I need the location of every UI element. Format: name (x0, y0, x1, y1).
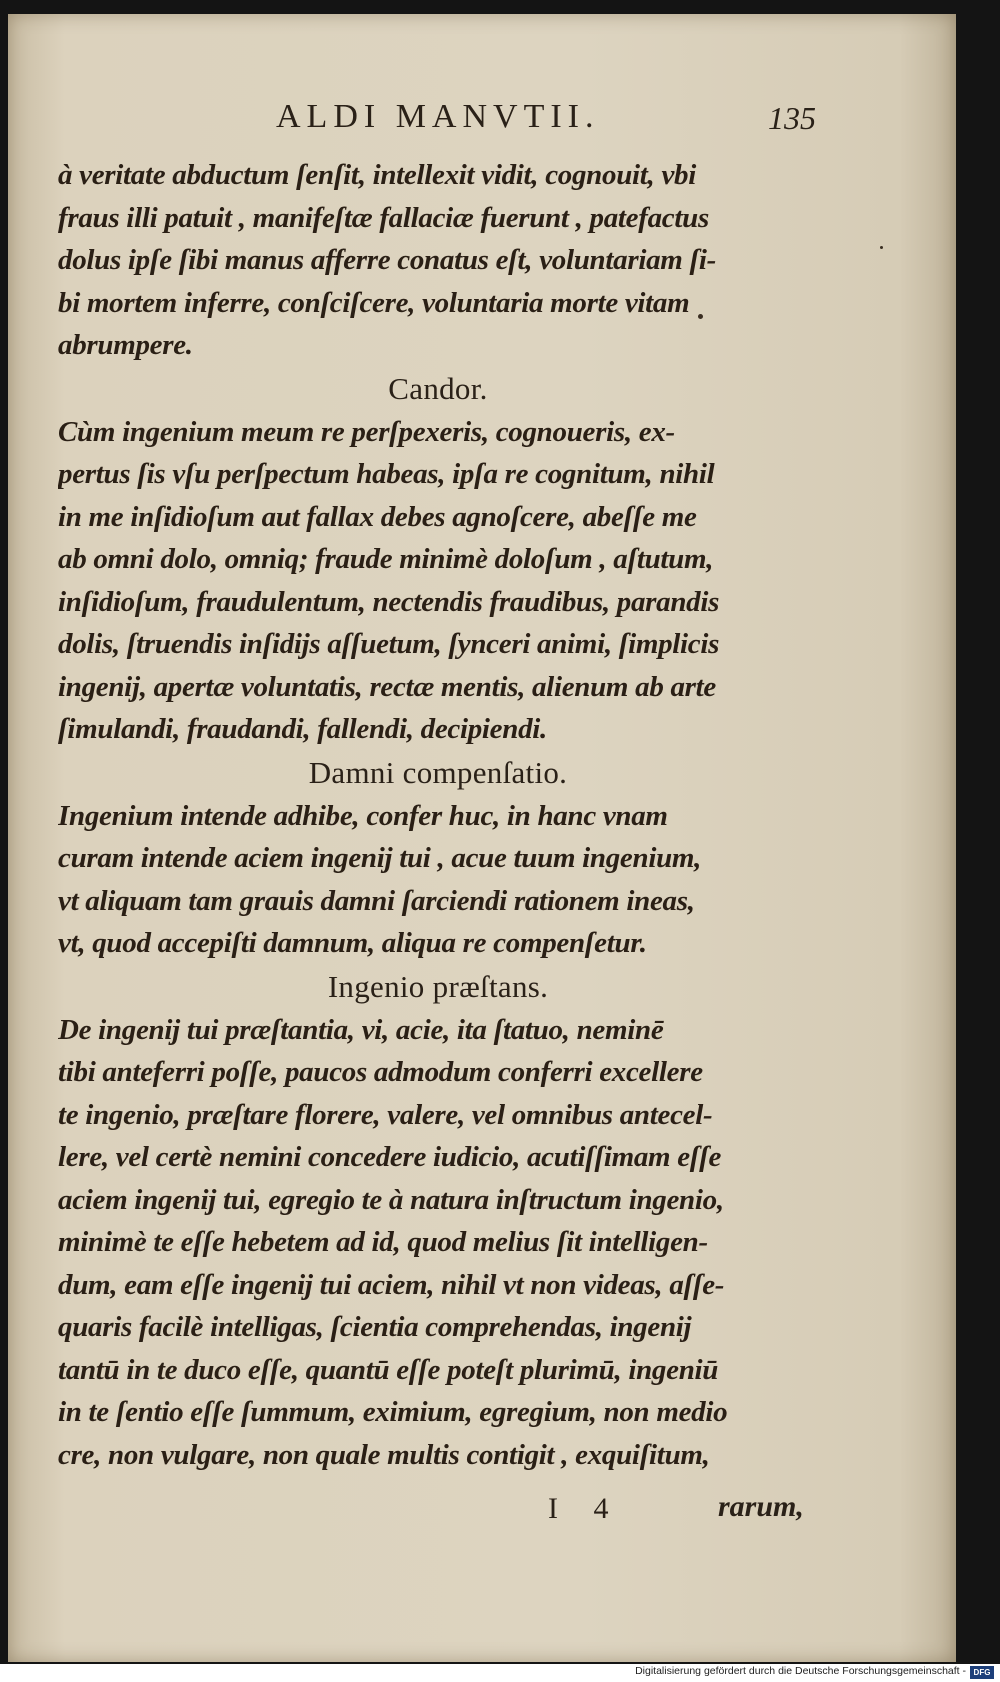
section-heading: Ingenio præſtans. (327, 968, 549, 1004)
text-line: vt aliquam tam grauis damni ſarciendi rationem ineas, (58, 884, 695, 917)
text-line: ſimulandi, fraudandi, fallendi, decipiendi. (58, 713, 547, 745)
text-line: dum, eam eſſe ingenij tui aciem, nihil vt non videas, aſſe- (58, 1268, 725, 1301)
text-line: à veritate abductum ſenſit, intellexit vidit, cognouit, vbi (58, 159, 696, 191)
text-line: dolis, ſtruendis inſidijs aſſuetum, ſynceri animi, ſimplicis (58, 628, 720, 660)
running-head (276, 98, 816, 148)
text-line: in te ſentio eſſe ſummum, eximium, egregium, non medio (58, 1396, 728, 1428)
book-page (8, 14, 956, 1662)
text-line: bi mortem inferre, conſciſcere, voluntaria morte vitam (58, 286, 690, 319)
text-line: abrumpere. (58, 329, 193, 361)
text-line: ingenij, apertæ voluntatis, rectæ mentis, alienum ab arte (58, 670, 717, 703)
text-line: quaris facilè intelligas, ſcientia comprehendas, ingenij (58, 1311, 692, 1343)
text-line: in me inſidioſum aut fallax debes agnoſcere, abeſſe me (58, 500, 697, 533)
section-heading: Candor. (388, 370, 488, 406)
text-line: aciem ingenij tui, egregio te à natura inſtructum ingenio, (58, 1183, 724, 1216)
text-line: dolus ipſe ſibi manus afferre conatus eſt, voluntariam ſi- (58, 244, 716, 276)
section-heading: Damni compenſatio. (308, 754, 568, 790)
text-line: minimè te eſſe hebetem ad id, quod melius ſit intelligen- (58, 1226, 708, 1258)
text-line: De ingenij tui præſtantia, vi, acie, ita ſtatuo, neminē (58, 1013, 664, 1046)
ink-spot (698, 314, 703, 319)
text-line: inſidioſum, fraudulentum, nectendis fraudibus, parandis (58, 585, 720, 618)
catchword: rarum, (718, 1490, 804, 1523)
text-line: Ingenium intende adhibe, confer huc, in hanc vnam (58, 799, 668, 832)
text-line: vt, quod accepiſti damnum, aliqua re compenſetur. (58, 927, 647, 959)
text-line: fraus illi patuit , manifeſtæ fallaciæ fuerunt , patefactus (58, 201, 709, 234)
text-block (58, 154, 818, 1476)
text-line: pertus ſis vſu perſpectum habeas, ipſa re cognitum, nihil (58, 458, 715, 490)
text-line: ab omni dolo, omniq; fraude minimè doloſum , aſtutum, (58, 543, 714, 575)
dfg-logo: DFG (970, 1666, 994, 1679)
footer-credit: Digitalisierung gefördert durch die Deutsche Forschungsgemeinschaft - (635, 1665, 966, 1677)
text-line: te ingenio, præſtare florere, valere, vel omnibus antecel- (58, 1098, 713, 1131)
text-line: tantū in te duco eſſe, quantū eſſe poteſt plurimū, ingeniū (58, 1353, 719, 1386)
text-line: cre, non vulgare, non quale multis contigit , exquiſitum, (58, 1438, 710, 1471)
ink-spot (880, 246, 883, 249)
text-line: curam intende aciem ingenij tui , acue tuum ingenium, (58, 842, 702, 874)
page-number: 135 (768, 100, 816, 136)
text-line: Cùm ingenium meum re perſpexeris, cognoueris, ex- (58, 415, 675, 448)
digitization-footer (0, 1664, 1000, 1682)
text-line: tibi anteferri poſſe, paucos admodum conferri excellere (58, 1056, 703, 1088)
running-head-title: ALDI MANVTII. (276, 98, 600, 135)
signature-mark: I 4 (548, 1492, 623, 1525)
text-line: lere, vel certè nemini concedere iudicio, acutiſſimam eſſe (58, 1141, 722, 1173)
